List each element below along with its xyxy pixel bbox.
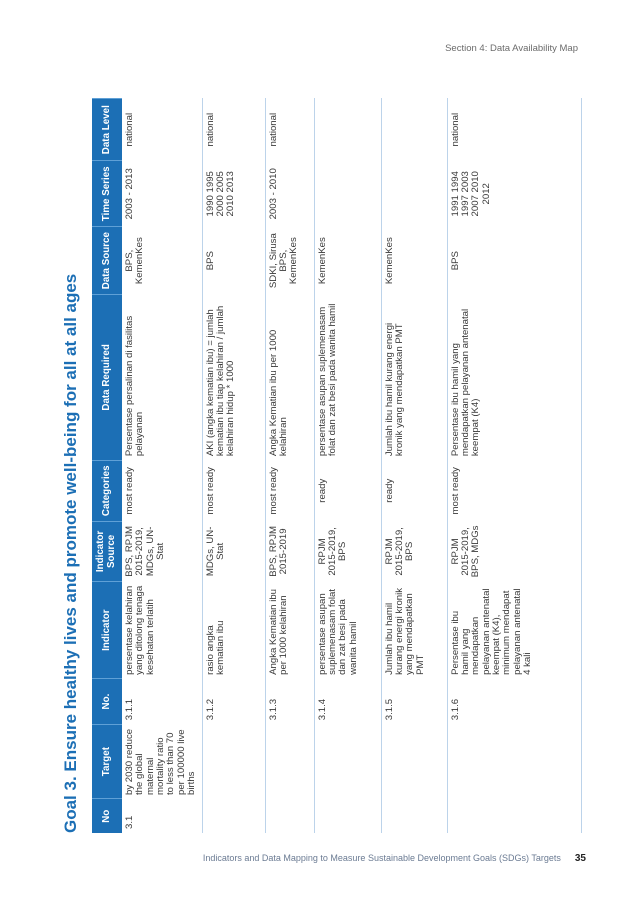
cell-data-level bbox=[314, 99, 381, 161]
col-header-categories: Categories bbox=[92, 460, 122, 521]
table-row bbox=[265, 99, 314, 834]
cell-time-series bbox=[314, 161, 381, 227]
cell-data-required: Persentase persalinan di fasilitas pelayanan bbox=[122, 295, 202, 460]
table-row bbox=[202, 99, 265, 834]
cell-data-source: KemenKes bbox=[314, 227, 381, 295]
cell-data-required: Angka Kematian ibu per 1000 kelahiran bbox=[265, 295, 314, 460]
cell-data-source: BPS bbox=[202, 227, 265, 295]
cell-indicator-no: 3.1.4 bbox=[314, 679, 381, 724]
cell-time-series: 2003 - 2010 bbox=[265, 161, 314, 227]
cell-target bbox=[447, 724, 581, 799]
cell-data-level: national bbox=[265, 99, 314, 161]
cell-time-series: 2003 - 2013 bbox=[122, 161, 202, 227]
cell-data-level: national bbox=[202, 99, 265, 161]
cell-category: most ready bbox=[202, 460, 265, 521]
cell-target bbox=[381, 724, 447, 799]
cell-data-source: KemenKes bbox=[381, 227, 447, 295]
col-header-no: No bbox=[92, 799, 122, 833]
cell-category: most ready bbox=[122, 460, 202, 521]
cell-indicator: rasio angka kematian ibu bbox=[202, 581, 265, 678]
cell-data-source: BPS, KemenKes bbox=[122, 227, 202, 295]
footer-text: Indicators and Data Mapping to Measure Sustainable Development Goals (SDGs) Targets bbox=[202, 853, 561, 863]
cell-indicator-source: BPS, RPJM 2015-2019 bbox=[265, 521, 314, 581]
cell-target bbox=[314, 724, 381, 799]
cell-data-required: Persentase ibu hamil yang mendapatkan pelayanan antenatal keempat (K4) bbox=[447, 295, 581, 460]
rotated-content bbox=[56, 73, 576, 833]
goal-title: Goal 3. Ensure healthy lives and promote well-being for all at all ages bbox=[61, 273, 80, 833]
cell-indicator-no: 3.1.1 bbox=[122, 679, 202, 724]
table-row bbox=[314, 99, 381, 834]
cell-indicator-no: 3.1.6 bbox=[447, 679, 581, 724]
cell-indicator-no: 3.1.3 bbox=[265, 679, 314, 724]
cell-data-required: persentase asupan suplemenasam folat dan zat besi pada wanita hamil bbox=[314, 295, 381, 460]
cell-no bbox=[447, 799, 581, 833]
cell-target: by 2030 reduce the global maternal mortality ratio to less than 70 per 100000 live births bbox=[122, 724, 202, 799]
cell-no bbox=[381, 799, 447, 833]
col-header-target: Target bbox=[92, 724, 122, 799]
cell-indicator-source: RPJM 2015-2019, BPS, MDGs bbox=[447, 521, 581, 581]
cell-indicator-no: 3.1.5 bbox=[381, 679, 447, 724]
col-header-data-required: Data Required bbox=[92, 295, 122, 460]
col-header-data-source: Data Source bbox=[92, 227, 122, 295]
cell-time-series: 1990 1995 2000 2005 2010 2013 bbox=[202, 161, 265, 227]
cell-indicator: persentase asupan suplemenasam folat dan zat besi pada wanita hamil bbox=[314, 581, 381, 678]
section-title: Section 4: Data Availability Map bbox=[445, 43, 578, 54]
cell-category: ready bbox=[381, 460, 447, 521]
col-header-indicator-no: No. bbox=[92, 679, 122, 724]
cell-data-level: national bbox=[447, 99, 581, 161]
cell-indicator: Angka Kematian ibu per 1000 kelahiran bbox=[265, 581, 314, 678]
col-header-time-series: Time Series bbox=[92, 161, 122, 227]
col-header-indicator-source: Indicator Source bbox=[92, 521, 122, 581]
cell-indicator-no: 3.1.2 bbox=[202, 679, 265, 724]
cell-indicator: Jumlah ibu hamil kurang energi kronik yang mendapatkan PMT bbox=[381, 581, 447, 678]
cell-category: most ready bbox=[265, 460, 314, 521]
cell-indicator: persentase kelahiran yang ditolong tenaga kesehatan terlatih bbox=[122, 581, 202, 678]
col-header-data-level: Data Level bbox=[92, 99, 122, 161]
cell-target bbox=[265, 724, 314, 799]
cell-data-source: BPS bbox=[447, 227, 581, 295]
col-header-indicator: Indicator bbox=[92, 581, 122, 678]
table-row bbox=[381, 99, 447, 834]
cell-data-required: Jumlah ibu hamil kurang energi kronik yang mendapatkan PMT bbox=[381, 295, 447, 460]
cell-target bbox=[202, 724, 265, 799]
cell-data-level bbox=[381, 99, 447, 161]
cell-category: most ready bbox=[447, 460, 581, 521]
cell-indicator-source: MDGs, UN-Stat bbox=[202, 521, 265, 581]
cell-data-required: AKI (angka kematian ibu) = jumlah kematian ibu tiap kelahiran / jumlah kelahiran hidup * 1000 bbox=[202, 295, 265, 460]
cell-no bbox=[265, 799, 314, 833]
cell-no bbox=[314, 799, 381, 833]
data-availability-table bbox=[92, 98, 582, 833]
cell-time-series: 1991 1994 1997 2003 2007 2010 2012 bbox=[447, 161, 581, 227]
cell-no: 3.1 bbox=[122, 799, 202, 833]
cell-category: ready bbox=[314, 460, 381, 521]
cell-time-series bbox=[381, 161, 447, 227]
table-row bbox=[447, 99, 581, 834]
cell-indicator: Persentase ibu hamil yang mendapatkan pelayanan antenatal keempat (K4), minimum mendapat pelayanan antenatal 4 kali bbox=[447, 581, 581, 678]
cell-no bbox=[202, 799, 265, 833]
page-number: 35 bbox=[574, 853, 586, 864]
table-row bbox=[122, 99, 202, 834]
cell-indicator-source: BPS, RPJM 2015-2019, MDGs, UN-Stat bbox=[122, 521, 202, 581]
cell-data-level: national bbox=[122, 99, 202, 161]
table-header-row bbox=[92, 99, 122, 834]
page-footer bbox=[0, 853, 586, 864]
cell-indicator-source: RPJM 2015-2019, BPS bbox=[381, 521, 447, 581]
cell-data-source: SDKI, Sirusa BPS, KemenKes bbox=[265, 227, 314, 295]
cell-indicator-source: RPJM 2015-2019, BPS bbox=[314, 521, 381, 581]
